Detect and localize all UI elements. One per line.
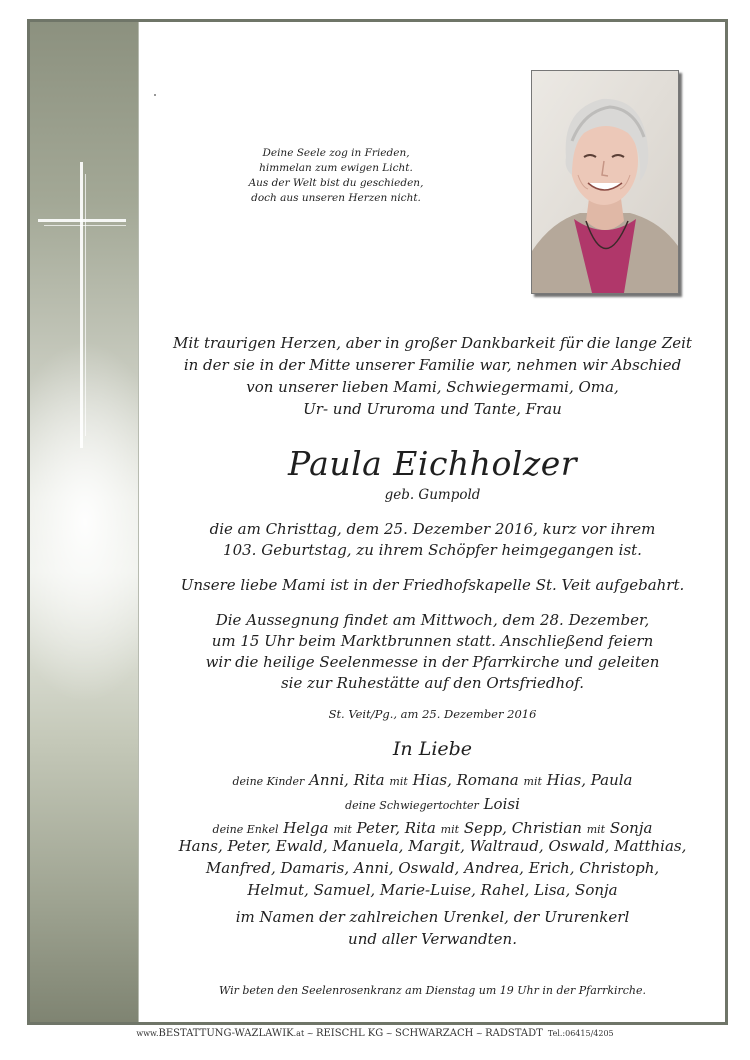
footer-city: SCHWARZACH	[395, 1028, 474, 1039]
mit-word: mit	[389, 775, 408, 788]
obituary-content	[140, 22, 725, 1022]
cross-icon-shadow-horizontal	[44, 225, 126, 226]
rosary-notice: Wir beten den Seelenrosenkranz am Dienstag um 19 Uhr in der Pfarrkirche.	[218, 984, 647, 997]
names-line: Hans, Peter, Ewald, Manuela, Margit, Waltraud, Oswald, Matthias,	[178, 837, 687, 855]
children-prefix: deine Kinder	[232, 775, 305, 788]
footer-sep: ~	[473, 1029, 486, 1038]
relatives-list	[140, 769, 725, 841]
decorative-side-band	[30, 22, 139, 1022]
children-line	[140, 769, 725, 793]
speck	[154, 94, 156, 96]
children-names: Anni, Rita	[309, 771, 385, 789]
death-notice	[140, 519, 725, 561]
intro-line: in der sie in der Mitte unserer Familie war, nehmen wir Abschied	[183, 356, 682, 374]
grandchildren-names: Sonja	[609, 819, 653, 837]
poem-line: Aus der Welt bist du geschieden,	[248, 177, 424, 189]
mit-word: mit	[440, 823, 460, 836]
inlaw-line	[140, 793, 725, 817]
in-liebe-heading: In Liebe	[392, 738, 473, 760]
names-line: Helmut, Samuel, Marie-Luise, Rahel, Lisa, Sonja	[247, 881, 618, 899]
grandchildren-names: Helga	[283, 819, 329, 837]
portrait-image	[532, 71, 678, 293]
footer-phone: 06415/4205	[565, 1029, 614, 1038]
death-line: 103. Geburtstag, zu ihrem Schöpfer heimgegangen ist.	[223, 541, 642, 559]
place-and-date: St. Veit/Pg., am 25. Dezember 2016	[328, 707, 537, 721]
footer-company: REISCHL KG	[315, 1028, 384, 1039]
poem-line: doch aus unseren Herzen nicht.	[251, 192, 421, 204]
blessing-notice	[140, 610, 725, 694]
intro-line: von unserer lieben Mami, Schwiegermami, Oma,	[246, 378, 619, 396]
blessing-line: Die Aussegnung findet am Mittwoch, dem 28. Dezember,	[215, 611, 650, 629]
mit-word: mit	[333, 823, 352, 836]
great-grandchildren-list	[140, 835, 725, 950]
names-line: Manfred, Damaris, Anni, Oswald, Andrea, Erich, Christoph,	[205, 859, 660, 877]
cross-icon-shadow-vertical	[85, 174, 86, 436]
names-line: und aller Verwandten.	[348, 930, 517, 948]
grandchildren-names: Sepp, Christian	[463, 819, 582, 837]
laid-out-notice: Unsere liebe Mami ist in der Friedhofskapelle St. Veit aufgebahrt.	[180, 576, 685, 594]
mit-word: mit	[586, 823, 606, 836]
funeral-home-footer	[0, 1028, 750, 1040]
grandchildren-names: Peter, Rita	[356, 819, 436, 837]
footer-city: RADSTADT	[485, 1028, 543, 1039]
memorial-poem	[216, 146, 456, 206]
footer-sep: ~	[383, 1029, 396, 1038]
blessing-line: wir die heilige Seelenmesse in der Pfarrkirche und geleiten	[205, 653, 660, 671]
obituary-sheet	[27, 19, 728, 1025]
footer-www: www.	[136, 1029, 159, 1038]
intro-line: Mit traurigen Herzen, aber in großer Dankbarkeit für die lange Zeit	[173, 334, 692, 352]
inlaw-name: Loisi	[483, 795, 520, 813]
blessing-line: um 15 Uhr beim Marktbrunnen statt. Anschließend feiern	[211, 632, 654, 650]
footer-sep: ~	[304, 1029, 316, 1038]
cross-icon	[80, 162, 83, 448]
poem-line: Deine Seele zog in Frieden,	[262, 147, 410, 159]
death-line: die am Christtag, dem 25. Dezember 2016, kurz vor ihrem	[209, 520, 656, 538]
children-names: Hias, Paula	[546, 771, 633, 789]
footer-tld: .at	[293, 1029, 305, 1038]
portrait-photo	[531, 70, 679, 294]
intro-line: Ur- und Ururoma und Tante, Frau	[303, 400, 562, 418]
grandchildren-prefix: deine Enkel	[212, 823, 279, 836]
footer-tel-label: Tel.:	[542, 1029, 566, 1038]
mit-word: mit	[523, 775, 542, 788]
blessing-line: sie zur Ruhestätte auf den Ortsfriedhof.	[280, 674, 584, 692]
footer-site: BESTATTUNG-WAZLAWIK	[158, 1028, 294, 1039]
children-names: Hias, Romana	[412, 771, 519, 789]
names-line: im Namen der zahlreichen Urenkel, der Ururenkerl	[235, 908, 630, 926]
poem-line: himmelan zum ewigen Licht.	[259, 162, 413, 174]
deceased-name: Paula Eichholzer	[287, 444, 578, 483]
inlaw-prefix: deine Schwiegertochter	[345, 799, 479, 812]
cross-icon-bar	[38, 219, 126, 222]
intro-text	[140, 332, 725, 420]
maiden-name: geb. Gumpold	[384, 487, 481, 503]
